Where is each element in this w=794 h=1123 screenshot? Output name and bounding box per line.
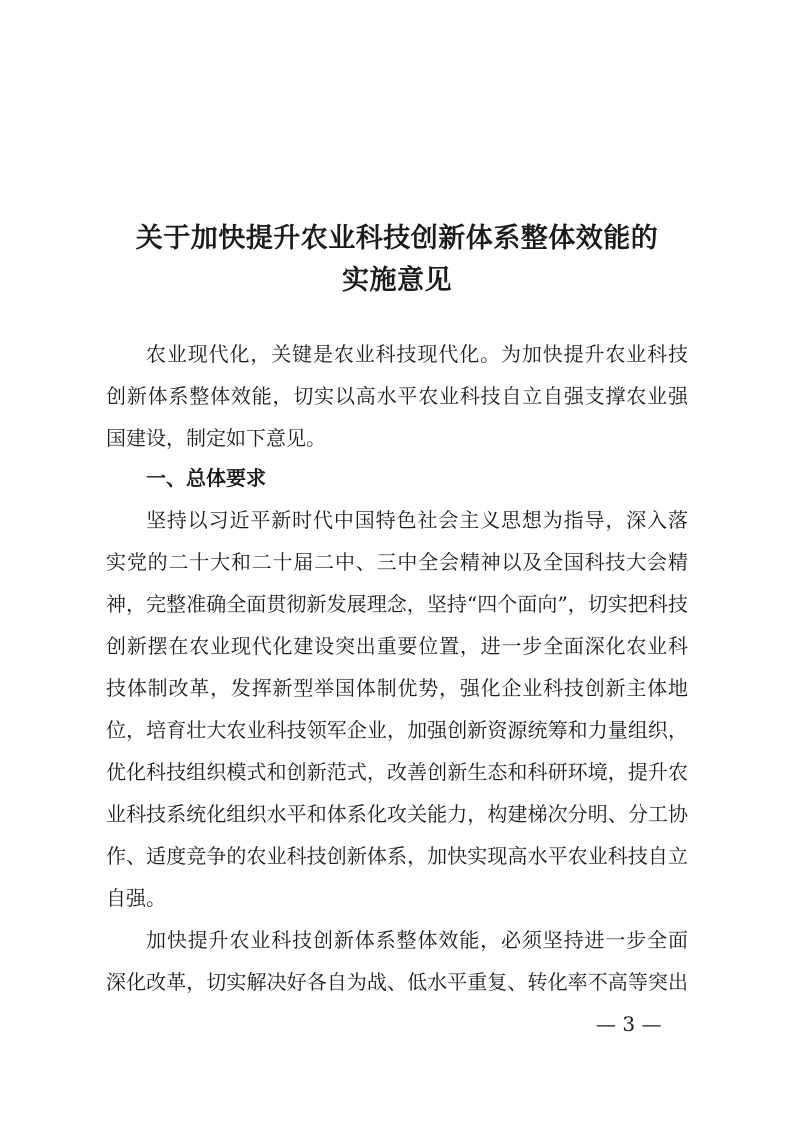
- paragraph-line: 优化科技组织模式和创新范式，改善创新生态和科研环境，提升农: [106, 760, 688, 784]
- section-heading: 一、总体要求: [146, 466, 266, 490]
- paragraph-line: 业科技系统化组织水平和体系化攻关能力，构建梯次分明、分工协: [106, 802, 688, 826]
- paragraph-line: 作、适度竞争的农业科技创新体系，加快实现高水平农业科技自立: [106, 844, 688, 868]
- paragraph-line: 创新体系整体效能，切实以高水平农业科技自立自强支撑农业强: [106, 384, 688, 408]
- document-title-line-2: 实施意见: [342, 265, 452, 296]
- paragraph-line: 位，培育壮大农业科技领军企业，加强创新资源统筹和力量组织，: [106, 718, 688, 742]
- paragraph-line: 深化改革，切实解决好各自为战、低水平重复、转化率不高等突出: [106, 970, 688, 994]
- paragraph-line: 创新摆在农业现代化建设突出重要位置，进一步全面深化农业科: [106, 634, 688, 658]
- paragraph-line: 实党的二十大和二十届二中、三中全会精神以及全国科技大会精: [106, 550, 688, 574]
- paragraph-line: 国建设，制定如下意见。: [106, 426, 326, 450]
- paragraph-line: 加快提升农业科技创新体系整体效能，必须坚持进一步全面: [146, 928, 688, 952]
- document-title-line-1: 关于加快提升农业科技创新体系整体效能的: [135, 223, 659, 254]
- paragraph-line: 自强。: [106, 886, 166, 910]
- paragraph-line: 坚持以习近平新时代中国特色社会主义思想为指导，深入落: [146, 508, 688, 532]
- page-number: — 3 —: [596, 1012, 662, 1036]
- paragraph-line: 神，完整准确全面贯彻新发展理念，坚持“四个面向”，切实把科技: [106, 592, 688, 616]
- paragraph-line: 技体制改革，发挥新型举国体制优势，强化企业科技创新主体地: [106, 676, 688, 700]
- paragraph-line: 农业现代化，关键是农业科技现代化。为加快提升农业科技: [146, 342, 688, 366]
